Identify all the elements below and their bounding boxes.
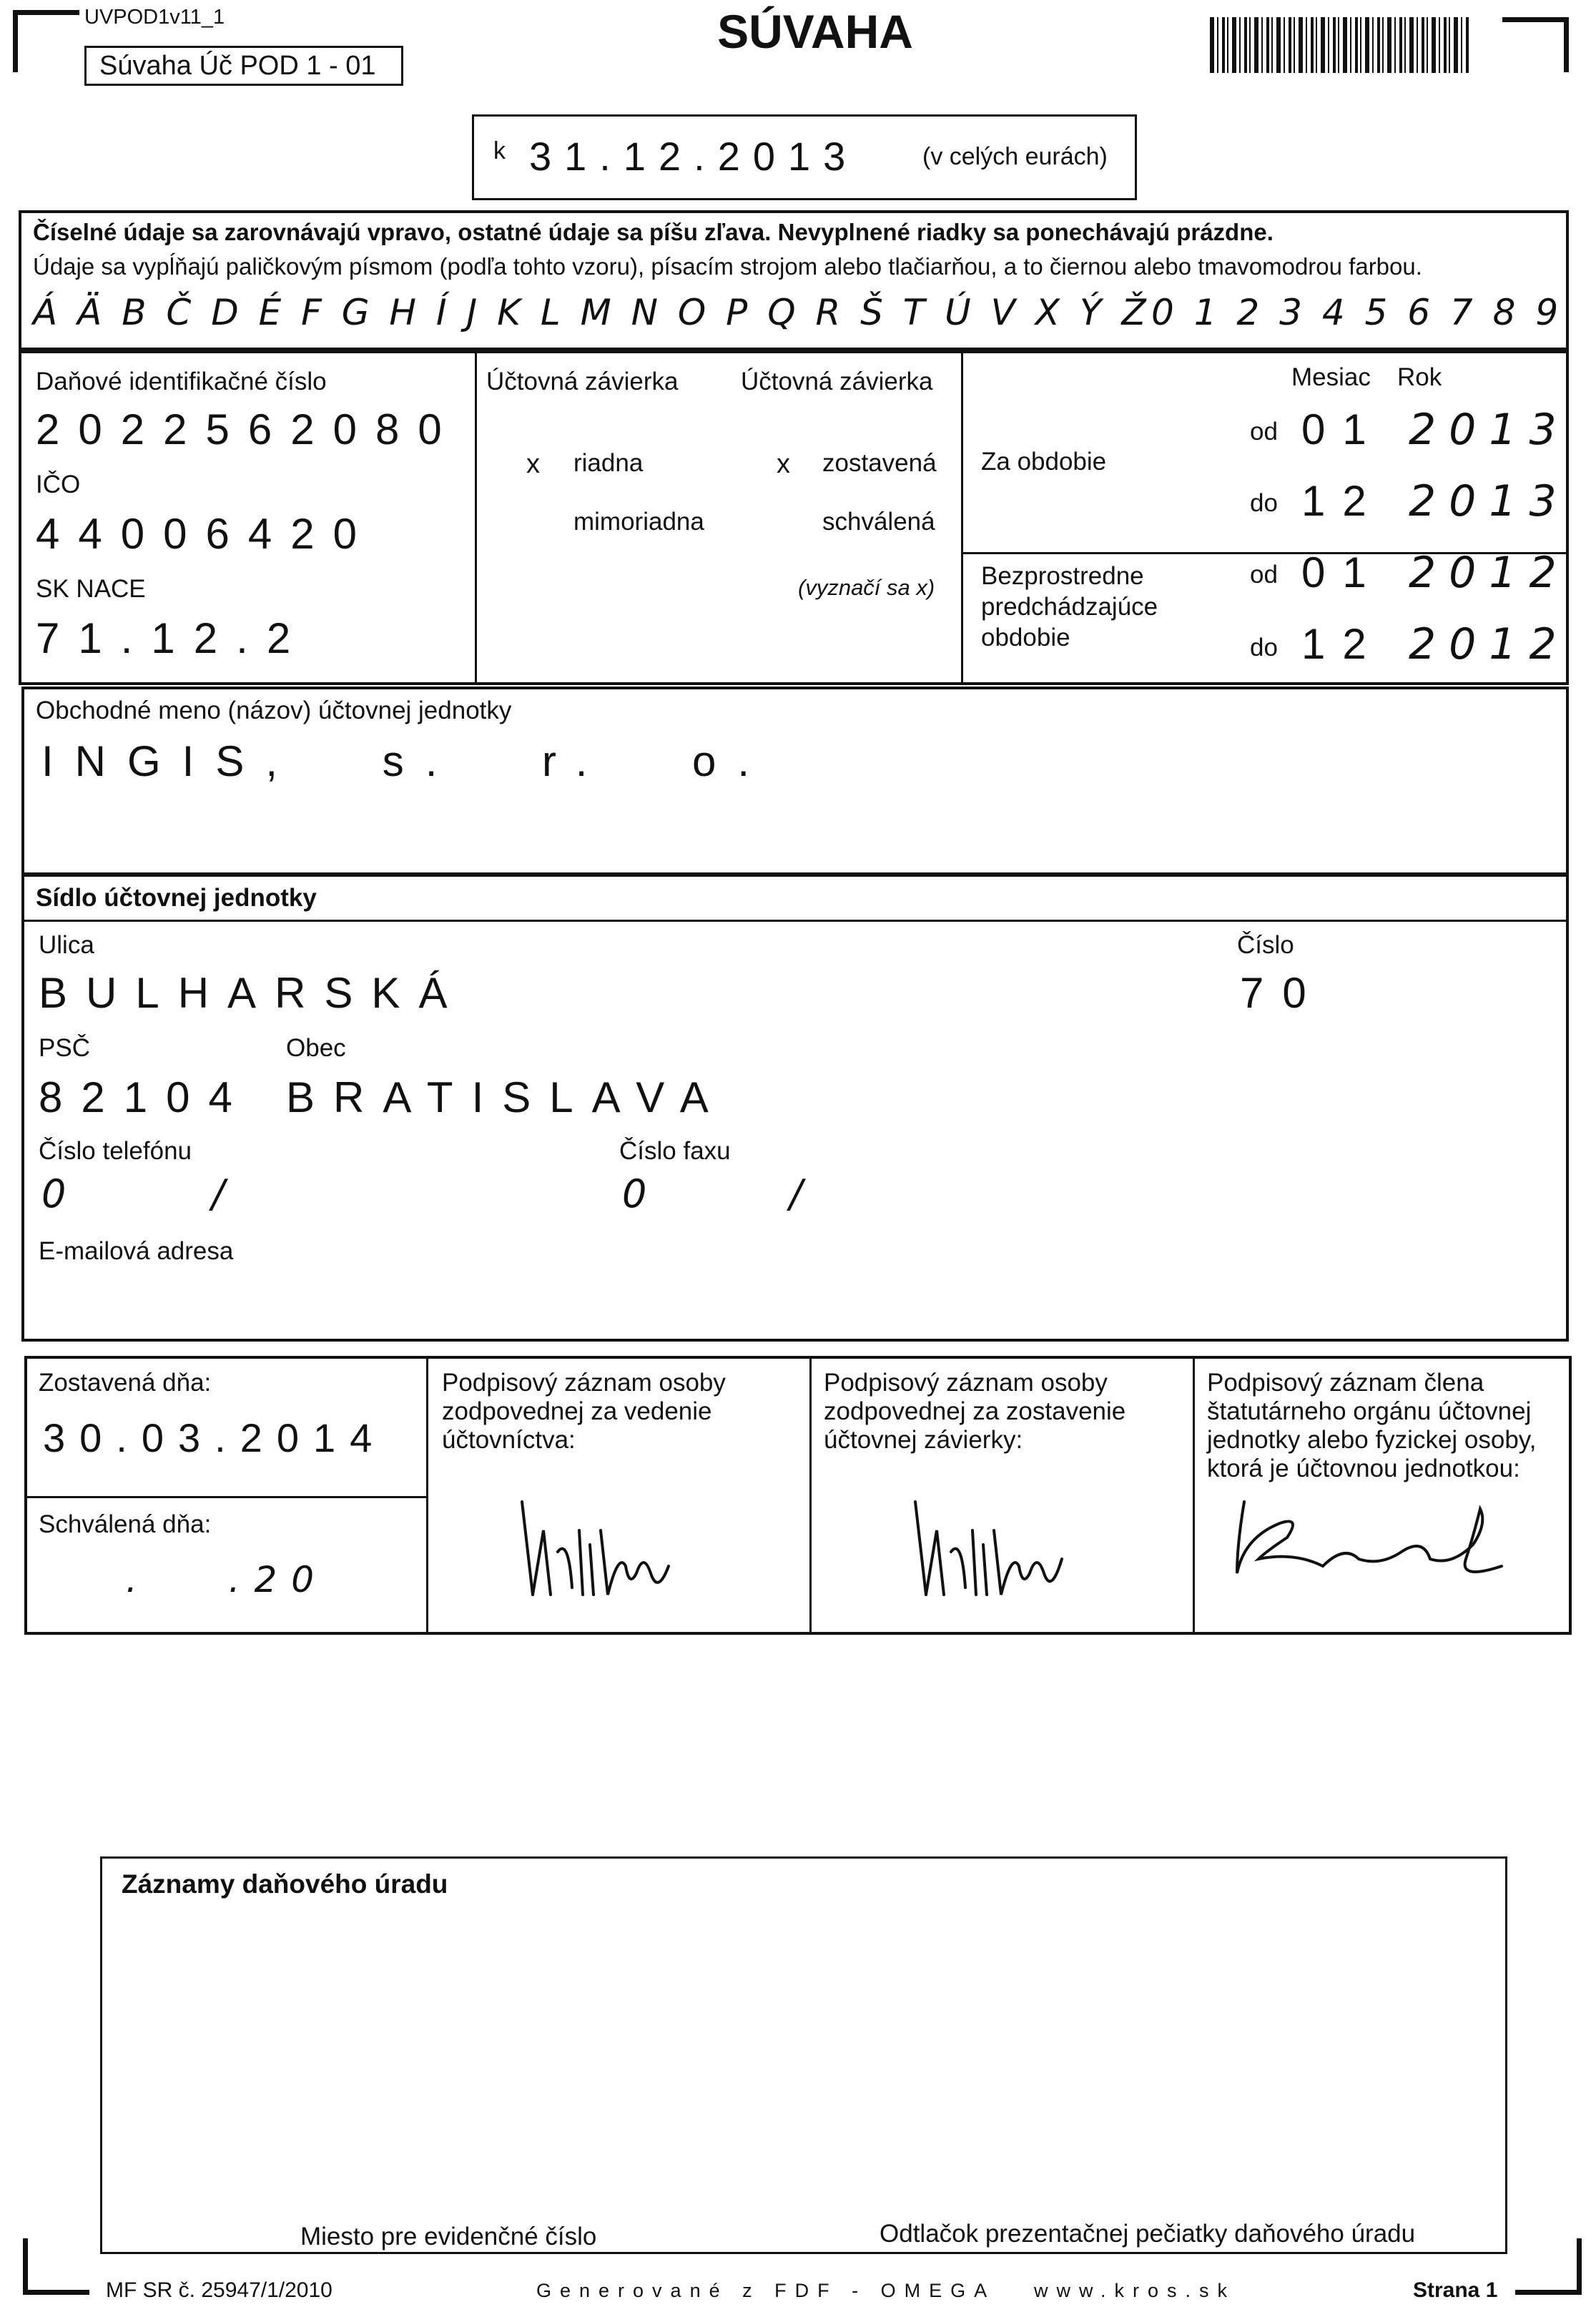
previous-from-year: 2012 — [1409, 548, 1570, 598]
extraordinary-label: mimoriadna — [573, 508, 704, 536]
current-to-month: 12 — [1301, 477, 1384, 525]
year-label: Rok — [1397, 363, 1442, 391]
footer-page: Strana 1 — [1413, 2278, 1498, 2302]
street-label: Ulica — [39, 931, 94, 959]
balance-date: 31.12.2013 — [529, 134, 859, 179]
compiled-date-label: Zostavená dňa: — [39, 1369, 212, 1397]
signature-2-image — [894, 1487, 1108, 1616]
phone-prefix: 0 — [41, 1171, 85, 1216]
nace-label: SK NACE — [36, 575, 146, 603]
current-from-year: 2013 — [1409, 405, 1570, 455]
divider — [26, 1496, 426, 1498]
previous-to-month: 12 — [1301, 620, 1384, 668]
house-number-value: 70 — [1240, 969, 1325, 1017]
instructions-line-1: Číselné údaje sa zarovnávajú vpravo, ostatné údaje sa píšu zľava. Nevyplnené riadky sa ponechávajú prázdne. — [33, 219, 1274, 245]
currency-note: (v celých eurách) — [922, 143, 1108, 170]
stamp-label: Odtlačok prezentačnej pečiatky daňového úradu — [880, 2220, 1416, 2248]
previous-period-label: Bezprostredne predchádzajúce obdobie — [981, 562, 1158, 651]
page-title: SÚVAHA — [717, 5, 913, 58]
tax-office-box — [100, 1856, 1507, 2254]
divider — [475, 352, 477, 684]
divider — [426, 1357, 428, 1633]
signature-1-image — [501, 1487, 715, 1616]
month-label: Mesiac — [1291, 363, 1371, 391]
barcode — [1210, 17, 1470, 73]
approved-date: . .20 — [126, 1559, 329, 1600]
mark-note: (vyznačí sa x) — [798, 575, 935, 600]
compiled-mark: x — [777, 449, 790, 479]
footer-ref: MF SR č. 25947/1/2010 — [106, 2278, 332, 2302]
fax-prefix: 0 — [622, 1171, 666, 1216]
street-value: BULHARSKÁ — [39, 969, 466, 1017]
form-code: UVPOD1v11_1 — [84, 6, 225, 29]
compiled-date: 30.03.2014 — [43, 1415, 387, 1460]
previous-do: do — [1250, 634, 1278, 661]
evidence-number-label: Miesto pre evidenčné číslo — [300, 2223, 597, 2250]
seat-box — [21, 874, 1569, 1342]
fax-separator: / — [789, 1171, 822, 1216]
corner-mark-bottom-left — [23, 2238, 89, 2295]
previous-od: od — [1250, 561, 1278, 589]
current-do: do — [1250, 489, 1278, 517]
house-number-label: Číslo — [1237, 931, 1294, 959]
corner-mark-top-right — [1502, 17, 1569, 72]
instructions-line-2: Údaje sa vypĺňajú paličkovým písmom (podľa tohto vzoru), písacím strojom alebo tlačiarňou, a to čiernou alebo tmavomodrou farbou. — [33, 253, 1422, 280]
current-to-year: 2013 — [1409, 476, 1570, 526]
divider — [961, 352, 963, 684]
previous-to-year: 2012 — [1409, 619, 1570, 669]
previous-from-month: 01 — [1301, 548, 1384, 596]
approved-date-label: Schválená dňa: — [39, 1510, 212, 1538]
email-label: E-mailová adresa — [39, 1237, 234, 1265]
ordinary-mark: x — [526, 449, 540, 479]
ico-label: IČO — [36, 471, 81, 498]
dic-label: Daňové identifikačné číslo — [36, 368, 327, 395]
dic-value: 2022562080 — [36, 405, 460, 453]
sample-letters: Á Ä B Č D É F G H Í J K L M N O P Q R Š T Ú V X Ý Ž — [33, 292, 1146, 333]
divider — [23, 920, 1567, 922]
sample-digits: 0 1 2 3 4 5 6 7 8 9 — [1151, 292, 1559, 333]
signature-1-label: Podpisový záznam osoby zodpovednej za vedenie účtovníctva: — [442, 1369, 726, 1454]
current-period-label: Za obdobie — [981, 448, 1107, 476]
signature-2-label: Podpisový záznam osoby zodpovednej za zostavenie účtovnej závierky: — [824, 1369, 1126, 1454]
corner-mark-top-left — [13, 10, 79, 72]
signature-3-image — [1216, 1480, 1530, 1595]
city-value: BRATISLAVA — [286, 1073, 727, 1121]
form-name-box: Súvaha Úč POD 1 - 01 — [84, 46, 403, 86]
phone-separator: / — [212, 1171, 244, 1216]
company-name-label: Obchodné meno (názov) účtovnej jednotky — [36, 697, 512, 724]
signature-3-label: Podpisový záznam člena štatutárneho orgánu účtovnej jednotky alebo fyzickej osoby, ktorá je účtovnou jednotkou: — [1207, 1369, 1537, 1482]
closing-type-label-2: Účtovná závierka — [741, 368, 933, 395]
footer-generated: Generované z FDF - OMEGA — [536, 2280, 996, 2301]
seat-label: Sídlo účtovnej jednotky — [36, 884, 317, 912]
divider — [1193, 1357, 1195, 1633]
ordinary-label: riadna — [573, 449, 644, 477]
phone-label: Číslo telefónu — [39, 1137, 192, 1165]
tax-office-title: Záznamy daňového úradu — [122, 1869, 448, 1899]
fax-label: Číslo faxu — [619, 1137, 731, 1165]
closing-type-label-1: Účtovná závierka — [486, 368, 679, 395]
city-label: Obec — [286, 1034, 346, 1062]
psc-label: PSČ — [39, 1034, 90, 1062]
date-prefix: k — [493, 137, 506, 164]
company-name: INGIS, s. r. o. — [41, 737, 772, 785]
corner-mark-bottom-right — [1515, 2238, 1582, 2295]
approved-label: schválená — [822, 508, 935, 536]
current-od: od — [1250, 418, 1278, 446]
ico-value: 44006420 — [36, 510, 375, 558]
nace-value: 71.12.2 — [36, 614, 310, 662]
compiled-label: zostavená — [822, 449, 937, 477]
footer-website: www.kros.sk — [1034, 2280, 1236, 2301]
psc-value: 82104 — [39, 1073, 251, 1121]
current-from-month: 01 — [1301, 405, 1384, 453]
divider — [809, 1357, 812, 1633]
